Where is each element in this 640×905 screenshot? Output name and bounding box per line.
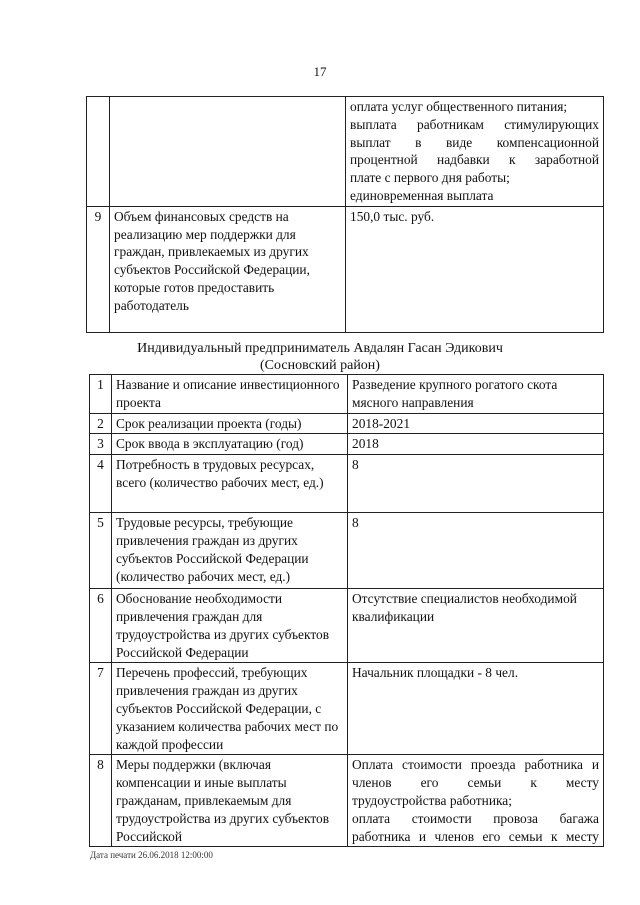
row-label: Трудовые ресурсы, требующие привлечения граждан из других субъектов Российской Федерации (количество рабочих мест, ед.) <box>112 513 348 589</box>
value-line: трудоустройства работника; <box>352 792 512 808</box>
value-line: выплат в виде компенсационной <box>350 134 599 150</box>
value-line: оплата стоимости провоза багажа <box>352 810 599 826</box>
value-line: оплата услуг общественного питания; <box>350 99 568 114</box>
value-line: единовременная выплата <box>350 187 494 203</box>
row-value: Отсутствие специалистов необходимой квалификации <box>348 589 604 663</box>
row-label: Объем финансовых средств на реализацию мер поддержки для граждан, привлекаемых из других субъектов Российской Федерации, которые готов предоставить работодатель <box>110 206 346 332</box>
row-value <box>348 755 604 847</box>
row-label <box>110 97 346 207</box>
row-label: Меры поддержки (включая компенсации и иные выплаты гражданам, привлекаемым для трудоустройства из других субъектов Российской <box>112 755 348 847</box>
print-date-footer: Дата печати 26.06.2018 12:00:00 <box>90 850 213 860</box>
row-number: 8 <box>90 755 112 847</box>
row-value <box>346 97 604 207</box>
value-line: Оплата стоимости проезда работника и <box>352 757 599 773</box>
row-label: Потребность в трудовых ресурсах, всего (количество рабочих мест, ед.) <box>112 455 348 513</box>
table-row <box>90 413 604 434</box>
table-row <box>90 455 604 513</box>
value-line: процентной надбавки к заработной <box>350 152 599 168</box>
section-subtitle: (Сосновский район) <box>260 358 380 373</box>
row-number: 7 <box>90 663 112 755</box>
row-label: Срок ввода в эксплуатацию (год) <box>112 434 348 455</box>
page-number: 17 <box>313 64 327 79</box>
section-heading <box>0 340 640 374</box>
table-row <box>90 513 604 589</box>
row-number: 4 <box>90 455 112 513</box>
row-label: Обоснование необходимости привлечения граждан для трудоустройства из других субъектов Российской Федерации <box>112 589 348 663</box>
row-number: 5 <box>90 513 112 589</box>
row-number <box>87 97 110 207</box>
row-value: Разведение крупного рогатого скота мясного направления <box>348 375 604 414</box>
value-line: выплата работникам стимулирующих <box>350 116 599 132</box>
row-value: 8 <box>348 513 604 589</box>
section-title: Индивидуальный предприниматель Авдалян Гасан Эдикович <box>137 341 503 356</box>
row-label: Название и описание инвестиционного проекта <box>112 375 348 414</box>
table-row <box>90 755 604 847</box>
row-value: Начальник площадки - 8 чел. <box>348 663 604 755</box>
row-number: 6 <box>90 589 112 663</box>
row-value: 8 <box>348 455 604 513</box>
table-row <box>87 97 604 207</box>
row-number: 3 <box>90 434 112 455</box>
row-label: Перечень профессий, требующих привлечения граждан из других субъектов Российской Федерации, с указанием количества рабочих мест по каждой профессии <box>112 663 348 755</box>
table-top-continuation <box>86 96 604 333</box>
value-line: работника и членов его семьи к месту <box>352 828 599 844</box>
table-project-info <box>89 374 604 847</box>
row-value: 2018-2021 <box>348 413 604 434</box>
row-label: Срок реализации проекта (годы) <box>112 413 348 434</box>
table-row <box>90 375 604 414</box>
row-number: 9 <box>87 206 110 332</box>
table-row <box>90 663 604 755</box>
row-number: 1 <box>90 375 112 414</box>
row-value: 150,0 тыс. руб. <box>346 206 604 332</box>
value-line: членов его семьи к месту <box>352 775 599 791</box>
table-row <box>87 206 604 332</box>
table-row <box>90 434 604 455</box>
value-line: плате с первого дня работы; <box>350 170 510 186</box>
table-row <box>90 589 604 663</box>
row-value: 2018 <box>348 434 604 455</box>
row-number: 2 <box>90 413 112 434</box>
